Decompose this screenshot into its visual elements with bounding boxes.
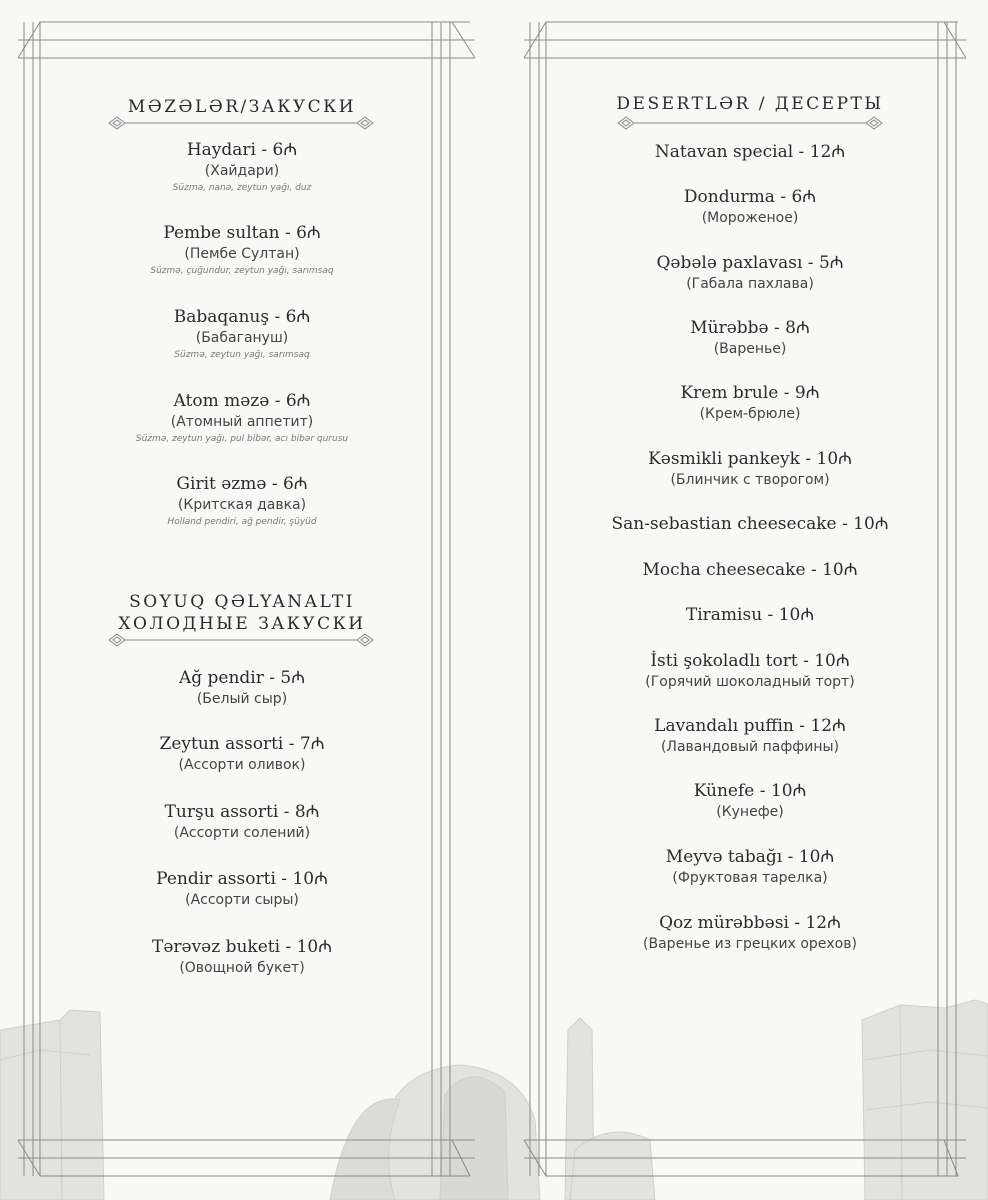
menu-item-russian: (Критская давка)	[177, 497, 307, 513]
menu-item	[540, 913, 960, 954]
menu-item-name: Haydari - 6₼	[186, 140, 298, 160]
menu-item-russian: (Бабагануш)	[195, 330, 289, 346]
menu-item-name: Pembe sultan - 6₼	[163, 223, 321, 243]
menu-item	[32, 668, 452, 709]
menu-item-name: Ağ pendir - 5₼	[178, 668, 306, 688]
menu-item-description: Süzmə, nanə, zeytun yağı, duz	[172, 183, 312, 193]
menu-item-name: Lavandalı puffin - 12₼	[654, 716, 846, 736]
menu-item-name: Tiramisu - 10₼	[685, 605, 815, 625]
menu-item-russian: (Белый сыр)	[196, 691, 288, 707]
menu-item-russian: (Лавандовый паффины)	[660, 739, 840, 755]
menu-item	[540, 847, 960, 888]
cold-appetizers-title-ru: ХОЛОДНЫЕ ЗАКУСКИ	[118, 614, 366, 634]
menu-item-description: Süzmə, çuğundur, zeytun yağı, sarımsaq	[150, 266, 334, 276]
menu-item-russian: (Фруктовая тарелка)	[672, 870, 828, 886]
menu-item	[32, 937, 452, 978]
menu-item-russian: (Кунефе)	[716, 804, 784, 820]
menu-item	[32, 474, 452, 530]
menu-item-name: Krem brule - 9₼	[680, 383, 820, 403]
menu-item	[540, 716, 960, 757]
menu-item-name: San-sebastian cheesecake - 10₼	[611, 514, 889, 534]
heading-divider-ornament	[614, 115, 886, 131]
menu-item-russian: (Мороженое)	[701, 210, 799, 226]
appetizers-title: MƏZƏLƏR/ЗАКУСКИ	[127, 97, 357, 117]
menu-item-name: Atom məzə - 6₼	[173, 391, 311, 411]
menu-item-name: Turşu assorti - 8₼	[164, 802, 320, 822]
menu-item	[540, 781, 960, 822]
menu-item-name: Girit əzmə - 6₼	[176, 474, 308, 494]
menu-item-russian: (Овощной букет)	[179, 960, 305, 976]
menu-item	[540, 651, 960, 692]
menu-item-russian: (Ассорти оливок)	[178, 757, 306, 773]
menu-item-name: Natavan special - 12₼	[654, 142, 846, 162]
menu-item-russian: (Ассорти солений)	[173, 825, 311, 841]
heading-divider-ornament	[105, 632, 377, 648]
menu-item-name: Meyvə tabağı - 10₼	[665, 847, 835, 867]
menu-item	[540, 449, 960, 490]
menu-item-russian: (Варенье из грецких орехов)	[643, 936, 857, 952]
menu-item	[32, 869, 452, 910]
desserts-heading	[600, 93, 900, 115]
menu-item	[32, 802, 452, 843]
menu-item-russian: (Атомный аппетит)	[170, 414, 314, 430]
menu-item-description: Süzmə, zeytun yağı, pul bibər, acı bibər qurusu	[135, 434, 349, 444]
menu-item-russian: (Горячий шоколадный торт)	[645, 674, 855, 690]
menu-item	[32, 307, 452, 363]
heading-divider-ornament	[105, 115, 377, 131]
menu-item-name: Pendir assorti - 10₼	[156, 869, 328, 889]
menu-item-description: Süzmə, zeytun yağı, sarımsaq	[174, 350, 310, 360]
menu-item-name: Tərəvəz buketi - 10₼	[151, 937, 333, 957]
cold-appetizers-heading	[92, 591, 392, 635]
right-ornamental-frame	[494, 0, 988, 1200]
right-menu-panel	[494, 0, 988, 1200]
menu-item-name: Mocha cheesecake - 10₼	[642, 560, 858, 580]
menu-item	[540, 187, 960, 228]
menu-item	[540, 560, 960, 581]
menu-item-russian: (Варенье)	[713, 341, 787, 357]
menu-item	[540, 605, 960, 626]
menu-item-name: Zeytun assorti - 7₼	[159, 734, 325, 754]
menu-item	[32, 223, 452, 279]
menu-item-name: Dondurma - 6₼	[683, 187, 817, 207]
menu-item	[540, 142, 960, 163]
menu-item	[540, 383, 960, 424]
menu-item-russian: (Пембе Султан)	[184, 246, 300, 262]
menu-item	[32, 734, 452, 775]
menu-item-russian: (Блинчик с творогом)	[670, 472, 830, 488]
menu-item-name: İsti şokoladlı tort - 10₼	[650, 651, 850, 671]
menu-item-name: Kəsmikli pankeyk - 10₼	[648, 449, 852, 469]
menu-item	[540, 253, 960, 294]
desserts-title: DESERTLƏR / ДЕСЕРТЫ	[616, 94, 884, 114]
menu-item-russian: (Габала пахлава)	[686, 276, 814, 292]
menu-item-name: Babaqanuş - 6₼	[173, 307, 311, 327]
menu-item-description: Holland pendiri, ağ pendir, şüyüd	[167, 517, 317, 527]
menu-item	[540, 514, 960, 535]
menu-item-name: Qəbələ paxlavası - 5₼	[656, 253, 844, 273]
menu-item	[540, 318, 960, 359]
menu-item-name: Qoz mürəbbəsi - 12₼	[659, 913, 841, 933]
menu-item	[32, 140, 452, 196]
menu-item-name: Künefe - 10₼	[693, 781, 807, 801]
menu-item-name: Mürəbbə - 8₼	[690, 318, 810, 338]
menu-item-russian: (Крем-брюле)	[699, 406, 801, 422]
menu-item-russian: (Ассорти сыры)	[185, 892, 299, 908]
cold-appetizers-title-az: SOYUQ QƏLYANALTI	[129, 592, 355, 612]
menu-item	[32, 391, 452, 447]
menu-item-russian: (Хайдари)	[204, 163, 280, 179]
